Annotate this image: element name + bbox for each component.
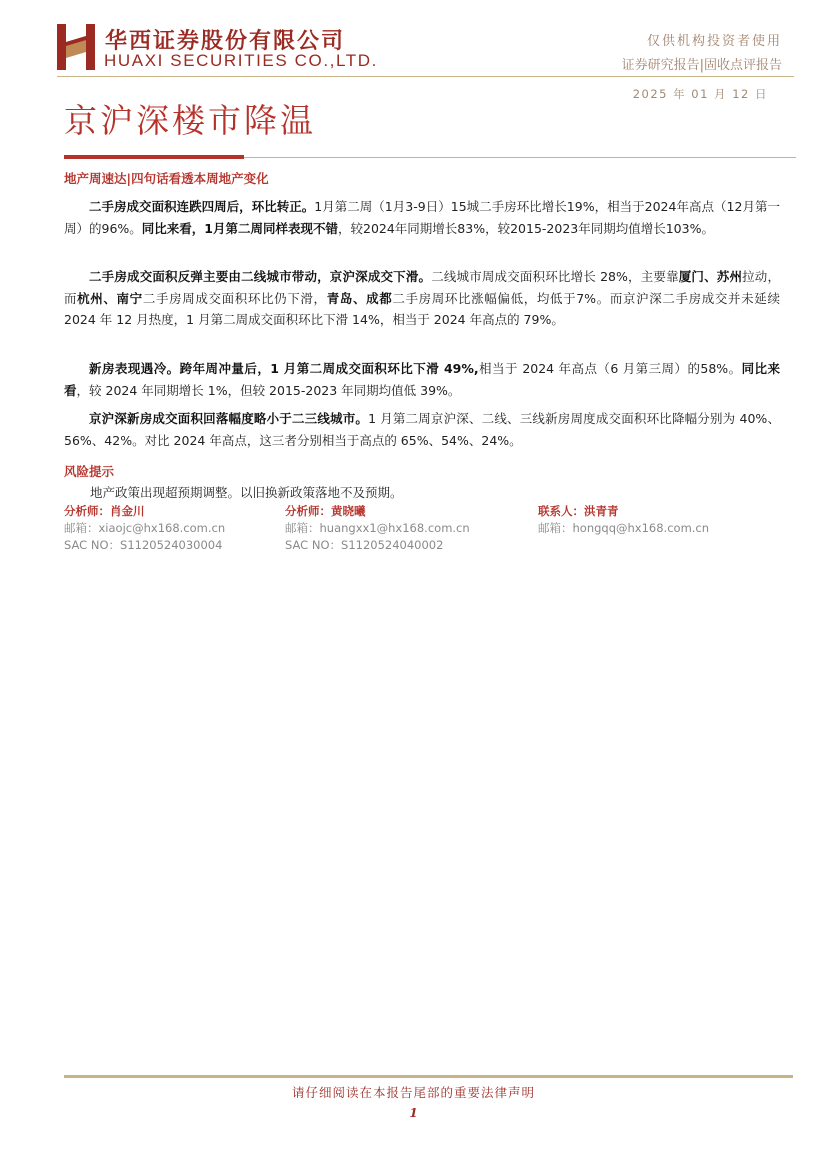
audience-tag: 仅供机构投资者使用: [646, 34, 782, 49]
company-name-en: HUAXI SECURITIES CO.,LTD.: [104, 51, 378, 70]
section-subheading: 地产周速达|四句话看透本周地产变化: [64, 171, 269, 186]
report-date: 2025 年 01 月 12 日: [632, 87, 768, 101]
legal-notice: 请仔细阅读在本报告尾部的重要法律声明: [291, 1085, 535, 1100]
para2-text-2: 拉动，而: [64, 269, 780, 306]
para4-lead: 京沪深新房成交面积回落幅度略小于二三线城市。: [89, 411, 369, 426]
analyst-name: 分析师：肖金川: [64, 504, 145, 518]
para1-text: 1月第二周（1月3-9日）15城二手房环比增长19%，相当于2024年高点（12月第一周）的96%。: [64, 199, 780, 236]
paragraph-4: [64, 408, 780, 451]
para3-text: 相当于 2024 年高点（6 月第三周）的58%。: [478, 361, 742, 376]
huaxi-logo-icon: [57, 24, 95, 70]
paragraph-1: [64, 196, 780, 239]
analyst-name: 分析师：黄晓曦: [285, 504, 366, 518]
para2-lead: 二手房成交面积反弹主要由二线城市带动，京沪深成交下滑。: [89, 269, 432, 284]
analyst-card: [64, 503, 225, 554]
title-divider: [244, 157, 796, 158]
para1-emphasis: 同比来看，1月第二周同样表现不错: [141, 220, 338, 236]
para2-city-2: 杭州、南宁: [77, 290, 143, 306]
analyst-sac: SAC NO：S1120524040002: [285, 538, 444, 552]
para1-lead: 二手房成交面积连跌四周后，环比转正。: [89, 199, 315, 214]
para3-text-2: ，较 2024 年同期增长 1%，但较 2015-2023 年同期均值低 39%。: [76, 382, 461, 398]
para2-text-3: 二手房周成交面积环比仍下滑，: [142, 290, 327, 306]
page-number: 1: [409, 1106, 418, 1120]
analyst-email[interactable]: 邮箱：xiaojc@hx168.com.cn: [64, 521, 226, 535]
page-title: 京沪深楼市降温: [64, 101, 316, 140]
contact-name: 联系人：洪青青: [538, 504, 619, 518]
risk-heading: 风险提示: [64, 464, 115, 479]
report-type-tag: 证券研究报告|固收点评报告: [621, 58, 782, 73]
para2-text-4: 二手房周环比涨幅偏低，均低于7%。而京沪深二手房成交并未延续 2024 年 12 月热度，1 月第二周成交面积环比下滑 14%，相当于 2024 年高点的 79%。: [64, 290, 780, 327]
paragraph-3: [64, 358, 780, 401]
analyst-card: [285, 503, 470, 554]
title-accent-bar: [64, 155, 244, 159]
analyst-email[interactable]: 邮箱：huangxx1@hx168.com.cn: [285, 521, 470, 535]
para3-emphasis: 同比来看: [64, 361, 780, 398]
footer-divider: [64, 1075, 793, 1078]
contact-card: [538, 503, 709, 537]
risk-text: 地产政策出现超预期调整。以旧换新政策落地不及预期。: [90, 485, 403, 500]
contact-email[interactable]: 邮箱：hongqq@hx168.com.cn: [538, 521, 710, 535]
para2-text: 二线城市周成交面积环比增长 28%，主要靠: [431, 269, 679, 284]
analyst-sac: SAC NO：S1120524030004: [64, 538, 223, 552]
header-divider: [57, 76, 794, 77]
company-name-cn: 华西证券股份有限公司: [105, 28, 346, 54]
para1-text-2: ，较2024年同期增长83%，较2015-2023年同期均值增长103%。: [338, 220, 714, 236]
para4-text: 1 月第二周京沪深、二线、三线新房周度成交面积环比降幅分别为 40%、56%、42%。对比 2024 年高点，这三者分别相当于高点的 65%、54%、24%。: [64, 411, 780, 448]
para2-city-3: 青岛、成都: [326, 290, 393, 306]
para2-city-1: 厦门、苏州: [678, 269, 743, 284]
paragraph-2: [64, 266, 780, 331]
para3-lead: 新房表现遇冷。跨年周冲量后，1 月第二周成交面积环比下滑 49%,: [89, 361, 479, 376]
